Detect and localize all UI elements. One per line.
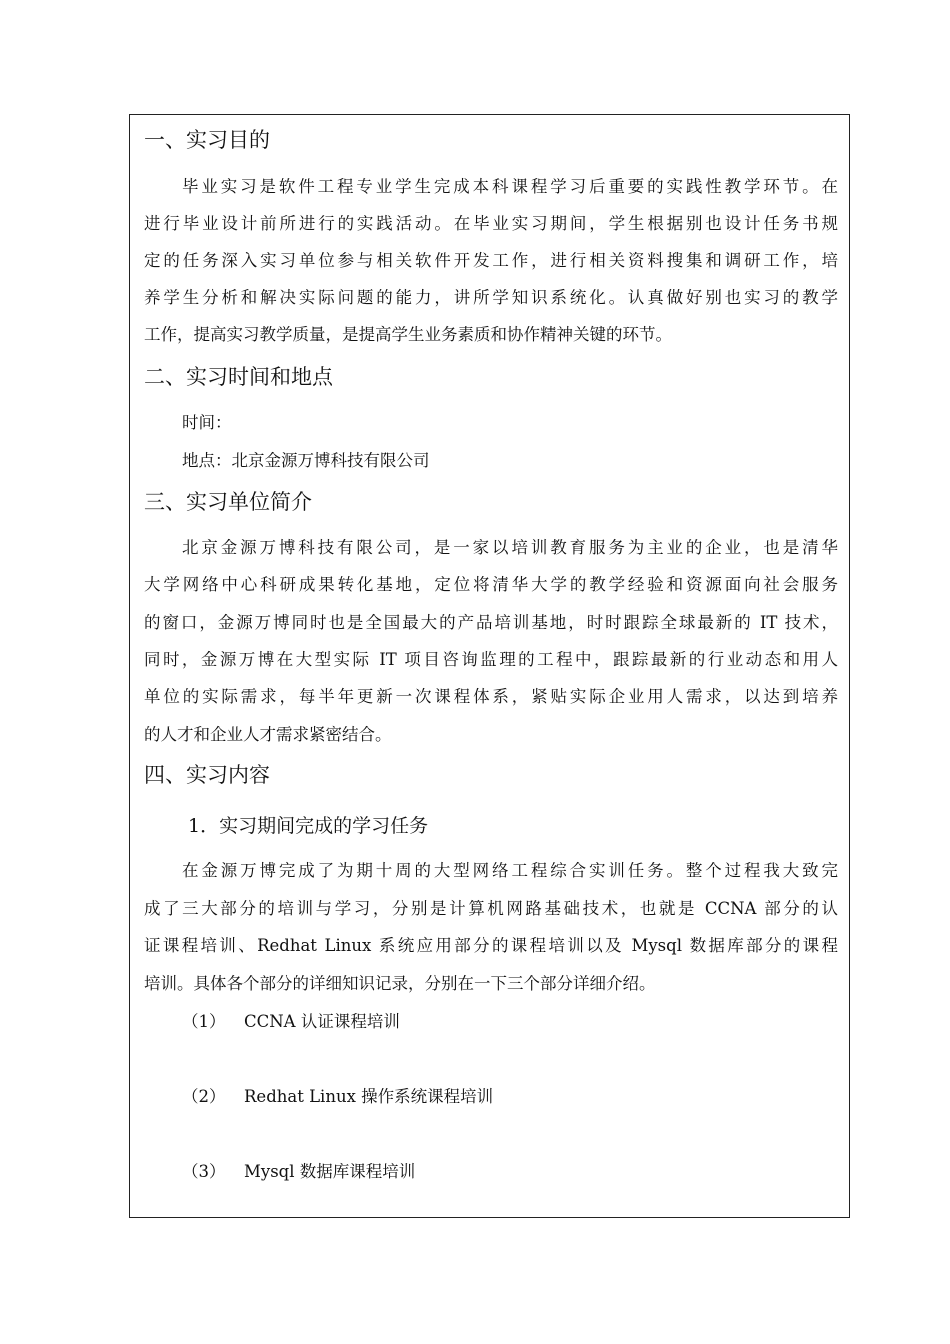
paragraph-line: 毕业实习是软件工程专业学生完成本科课程学习后重要的实践性教学环节。在 — [182, 177, 838, 196]
place-label: 地点：北京金源万博科技有限公司 — [182, 451, 430, 470]
time-label: 时间： — [182, 413, 232, 432]
paragraph-line: 同时，金源万博在大型实际 IT 项目咨询监理的工程中，跟踪最新的行业动态和用人 — [144, 650, 838, 669]
paragraph-line: 的窗口，金源万博同时也是全国最大的产品培训基地，时时跟踪全球最新的 IT 技术， — [144, 613, 838, 632]
paragraph-line: 的人才和企业人才需求紧密结合。 — [144, 725, 392, 744]
paragraph-line: 培训。具体各个部分的详细知识记录，分别在一下三个部分详细介绍。 — [144, 974, 656, 993]
section2-heading: 二、实习时间和地点 — [144, 365, 333, 389]
paragraph-line: 养学生分析和解决实际问题的能力，讲所学知识系统化。认真做好别也实习的教学 — [144, 288, 838, 307]
list-item-number: （1） — [182, 1012, 226, 1031]
paragraph-line: 北京金源万博科技有限公司，是一家以培训教育服务为主业的企业，也是清华 — [182, 538, 838, 557]
section4-subheading: 1．实习期间完成的学习任务 — [188, 815, 429, 837]
paragraph-line: 进行毕业设计前所进行的实践活动。在毕业实习期间，学生根据别也设计任务书规 — [144, 214, 838, 233]
list-item-text: Redhat Linux 操作系统课程培训 — [244, 1087, 494, 1106]
list-item — [182, 1160, 415, 1184]
paragraph-line: 成了三大部分的培训与学习，分别是计算机网路基础技术，也就是 CCNA 部分的认 — [144, 899, 838, 918]
section3-heading: 三、实习单位简介 — [144, 490, 312, 514]
paragraph-line: 工作，提高实习教学质量，是提高学生业务素质和协作精神关键的环节。 — [144, 325, 672, 344]
list-item-number: （2） — [182, 1087, 226, 1106]
list-item-text: CCNA 认证课程培训 — [244, 1012, 400, 1031]
paragraph-line: 单位的实际需求，每半年更新一次课程体系，紧贴实际企业用人需求，以达到培养 — [144, 687, 838, 706]
list-item — [182, 1010, 400, 1034]
paragraph-line: 在金源万博完成了为期十周的大型网络工程综合实训任务。整个过程我大致完 — [182, 861, 838, 880]
section1-heading: 一、实习目的 — [144, 128, 270, 152]
list-item-text: Mysql 数据库课程培训 — [244, 1162, 416, 1181]
paragraph-line: 大学网络中心科研成果转化基地，定位将清华大学的教学经验和资源面向社会服务 — [144, 575, 838, 594]
list-item — [182, 1085, 493, 1109]
paragraph-line: 证课程培训、Redhat Linux 系统应用部分的课程培训以及 Mysql 数据库部分的课程 — [144, 936, 838, 955]
paragraph-line: 定的任务深入实习单位参与相关软件开发工作，进行相关资料搜集和调研工作，培 — [144, 251, 838, 270]
list-item-number: （3） — [182, 1162, 226, 1181]
section4-heading: 四、实习内容 — [144, 763, 270, 787]
